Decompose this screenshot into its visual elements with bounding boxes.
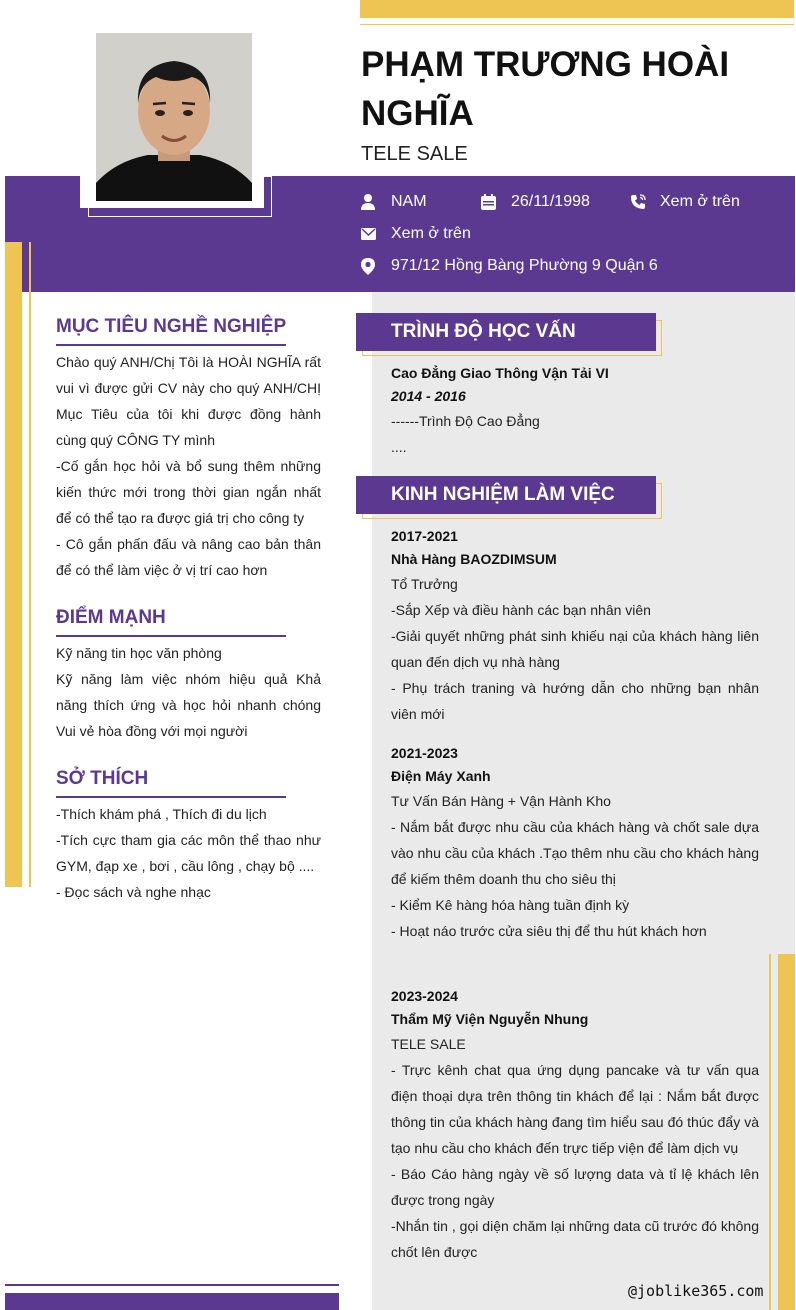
birthday-value: 26/11/1998	[511, 193, 590, 210]
experience-company: Điện Máy Xanh	[391, 768, 491, 784]
education-section	[391, 362, 759, 460]
strength-item: Kỹ năng tin học văn phòng	[56, 645, 222, 661]
education-period: 2014 - 2016	[391, 388, 466, 404]
email-info	[361, 225, 471, 243]
gender-info	[361, 193, 427, 211]
education-degree: ------Trình Độ Cao Đẳng	[391, 413, 540, 429]
address-info	[361, 257, 658, 275]
education-school: Cao Đẳng Giao Thông Vận Tải VI	[391, 365, 609, 381]
hobbies-title: SỞ THÍCH	[56, 768, 286, 798]
right-gold-bar	[778, 954, 795, 1310]
calendar-icon	[481, 194, 496, 210]
job-title: TELE SALE	[361, 143, 468, 165]
experience-item	[391, 742, 759, 944]
hobby-item: -Tích cực tham gia các môn thể thao như GYM, đạp xe , bơi , cầu lông , chạy bộ ....	[56, 832, 321, 874]
strengths-section	[56, 640, 321, 744]
phone-value: Xem ở trên	[660, 193, 740, 210]
experience-duty: - Kiểm Kê hàng hóa hàng tuần định kỳ	[391, 897, 630, 913]
candidate-name: PHẠM TRƯƠNG HOÀI NGHĨA	[361, 45, 730, 133]
experience-duty: - Trực kênh chat qua ứng dụng pancake và tư vấn qua điện thoại dựa trên thông tin khách để lại : Nắm bắt được thông tin của khách hàng đang tìm hiểu sau đó thúc đẩy và tạo nhu cầu cho khách đến trực tiếp viện để làm dịch vụ	[391, 1062, 759, 1156]
objective-paragraph: Chào quý ANH/Chị Tôi là HOÀI NGHĨA rất vui vì được gửi CV này cho quý ANH/CHỊ Mục Tiêu của tôi khi được đồng hành cùng quý CÔNG TY mình	[56, 354, 321, 448]
phone-info	[630, 193, 740, 211]
location-pin-icon	[361, 258, 375, 275]
education-title: TRÌNH ĐỘ HỌC VẤN	[356, 313, 656, 351]
watermark-text: @joblike365.com	[628, 1282, 764, 1300]
experience-period: 2021-2023	[391, 745, 458, 761]
experience-item	[391, 985, 759, 1265]
experience-duty: -Giải quyết những phát sinh khiếu nại của khách hàng liên quan đến dịch vụ nhà hàng	[391, 628, 759, 670]
hobby-item: -Thích khám phá , Thích đi du lịch	[56, 806, 267, 822]
experience-position: TELE SALE	[391, 1036, 466, 1052]
user-icon	[361, 194, 375, 210]
top-gold-bar	[360, 0, 794, 18]
experience-duty: -Sắp Xếp và điều hành các bạn nhân viên	[391, 602, 651, 618]
address-value: 971/12 Hồng Bàng Phường 9 Quận 6	[391, 257, 658, 274]
profile-photo	[96, 33, 252, 201]
bottom-purple-bar	[5, 1293, 339, 1310]
experience-title: KINH NGHIỆM LÀM VIỆC	[356, 476, 656, 514]
avatar-illustration	[96, 33, 252, 201]
experience-duty: - Phụ trách traning và hướng dẫn cho những bạn nhân viên mới	[391, 680, 759, 722]
experience-item	[391, 525, 759, 727]
experience-period: 2017-2021	[391, 528, 458, 544]
hobbies-section	[56, 801, 321, 905]
phone-icon	[630, 194, 646, 210]
top-gold-line	[360, 24, 794, 25]
birthday-info	[481, 193, 590, 211]
objective-section	[56, 349, 321, 583]
experience-duty: -Nhắn tin , gọi diện chăm lại những data cũ trước đó không chốt lên được	[391, 1218, 759, 1260]
experience-duty: - Hoạt náo trước cửa siêu thị để thu hút khách hơn	[391, 923, 707, 939]
experience-company: Thẩm Mỹ Viện Nguyễn Nhung	[391, 1011, 589, 1027]
left-gold-line	[29, 242, 31, 887]
hobby-item: - Đọc sách và nghe nhạc	[56, 884, 211, 900]
experience-position: Tư Vấn Bán Hàng + Vận Hành Kho	[391, 793, 611, 809]
experience-company: Nhà Hàng BAOZDIMSUM	[391, 551, 557, 567]
left-gold-bar	[5, 242, 22, 887]
envelope-icon	[361, 228, 376, 240]
gender-value: NAM	[391, 193, 427, 210]
strengths-title: ĐIỂM MẠNH	[56, 607, 286, 637]
experience-position: Tổ Trưởng	[391, 576, 458, 592]
experience-period: 2023-2024	[391, 988, 458, 1004]
objective-paragraph: - Cô gắn phấn đấu và nâng cao bản thân để có thể làm việc ở vị trí cao hơn	[56, 536, 321, 578]
email-value: Xem ở trên	[391, 225, 471, 242]
experience-duty: - Báo Cáo hàng ngày về số lượng data và tỉ lệ khách lên được trong ngày	[391, 1166, 759, 1208]
objective-title: MỤC TIÊU NGHỀ NGHIỆP	[56, 316, 286, 346]
objective-paragraph: -Cố gắn học hỏi và bổ sung thêm những kiến thức mới trong thời gian ngắn nhất để có thể tạo ra được giá trị cho công ty	[56, 458, 321, 526]
education-note: ....	[391, 439, 407, 455]
bottom-purple-line	[5, 1284, 339, 1286]
experience-duty: - Nắm bắt được nhu cầu của khách hàng và chốt sale dựa vào nhu cầu của khách .Tạo thêm nhu cầu cho khách hàng để kiếm thêm doanh thu cho siêu thị	[391, 819, 759, 887]
right-gold-line	[769, 954, 771, 1310]
strength-item: Kỹ năng làm việc nhóm hiệu quả Khả năng thích ứng và học hỏi nhanh chóng Vui vẻ hòa đồng với mọi người	[56, 671, 321, 739]
